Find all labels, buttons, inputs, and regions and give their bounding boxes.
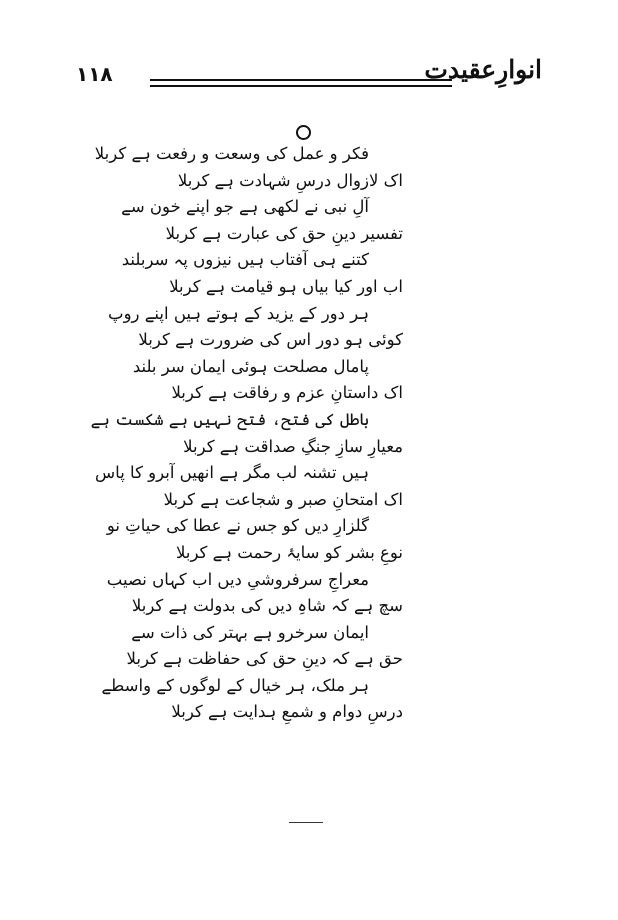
poem-line: حق ہے کہ دینِ حق کی حفاظت ہے کربلا (126, 649, 403, 669)
poem-line: نوعِ بشر کو سایۂ رحمت ہے کربلا (176, 542, 403, 562)
poem-line: ہیں تشنہ لب مگر ہے انھیں آبرو کا پاس (95, 463, 369, 483)
page-number: ١١٨ (76, 62, 113, 86)
poem-line: ہر ملک، ہر خیال کے لوگوں کے واسطے (101, 675, 369, 695)
header-rule-bottom (150, 85, 452, 87)
poem-line: اک امتحانِ صبر و شجاعت ہے کربلا (163, 489, 403, 509)
poem-line: اک داستانِ عزم و رفاقت ہے کربلا (171, 383, 403, 403)
circle-ornament-icon (296, 125, 311, 140)
poem-line: تفسیر دینِ حق کی عبارت ہے کربلا (165, 223, 403, 243)
poem-line: گلزارِ دیں کو جس نے عطا کی حیاتِ نو (106, 516, 369, 536)
poem-line: کوئی ہو دور اس کی ضرورت ہے کربلا (138, 330, 403, 350)
poem-line: فکر و عمل کی وسعت و رفعت ہے کربلا (94, 144, 369, 163)
book-title: انوارِعقیدت (424, 55, 542, 84)
poem-line: اک لازوال درسِ شہادت ہے کربلا (177, 170, 403, 190)
poem-line: پامال مصلحت ہوئی ایمان سر بلند (132, 356, 369, 376)
poem-line: معراجِ سرفروشیِ دیں اب کہاں نصیب (106, 569, 369, 589)
poem-line: سچ ہے کہ شاہِ دیں کی بدولت ہے کربلا (131, 596, 403, 616)
end-rule (289, 822, 323, 823)
poem (90, 141, 532, 726)
poem-line: ایمان سرخرو ہے بہتر کی ذات سے (131, 622, 369, 642)
poem-line: درسِ دوام و شمعِ ہدایت ہے کربلا (171, 702, 403, 722)
poem-line: باطل کی فتح، فتح نہیں ہے شکست ہے (90, 409, 369, 429)
header-rule-top (150, 79, 452, 81)
poem-line: اب اور کیا بیاں ہو قیامت ہے کربلا (169, 276, 403, 296)
poem-line: ہر دور کے یزید کے ہوتے ہیں اپنے روپ (108, 303, 369, 323)
poem-line: آلِ نبی نے لکھی ہے جو اپنے خون سے (121, 197, 369, 217)
poem-line: معیارِ سازِ جنگِ صداقت ہے کربلا (183, 436, 403, 456)
poem-line: کتنے ہی آفتاب ہیں نیزوں پہ سربلند (121, 250, 369, 270)
